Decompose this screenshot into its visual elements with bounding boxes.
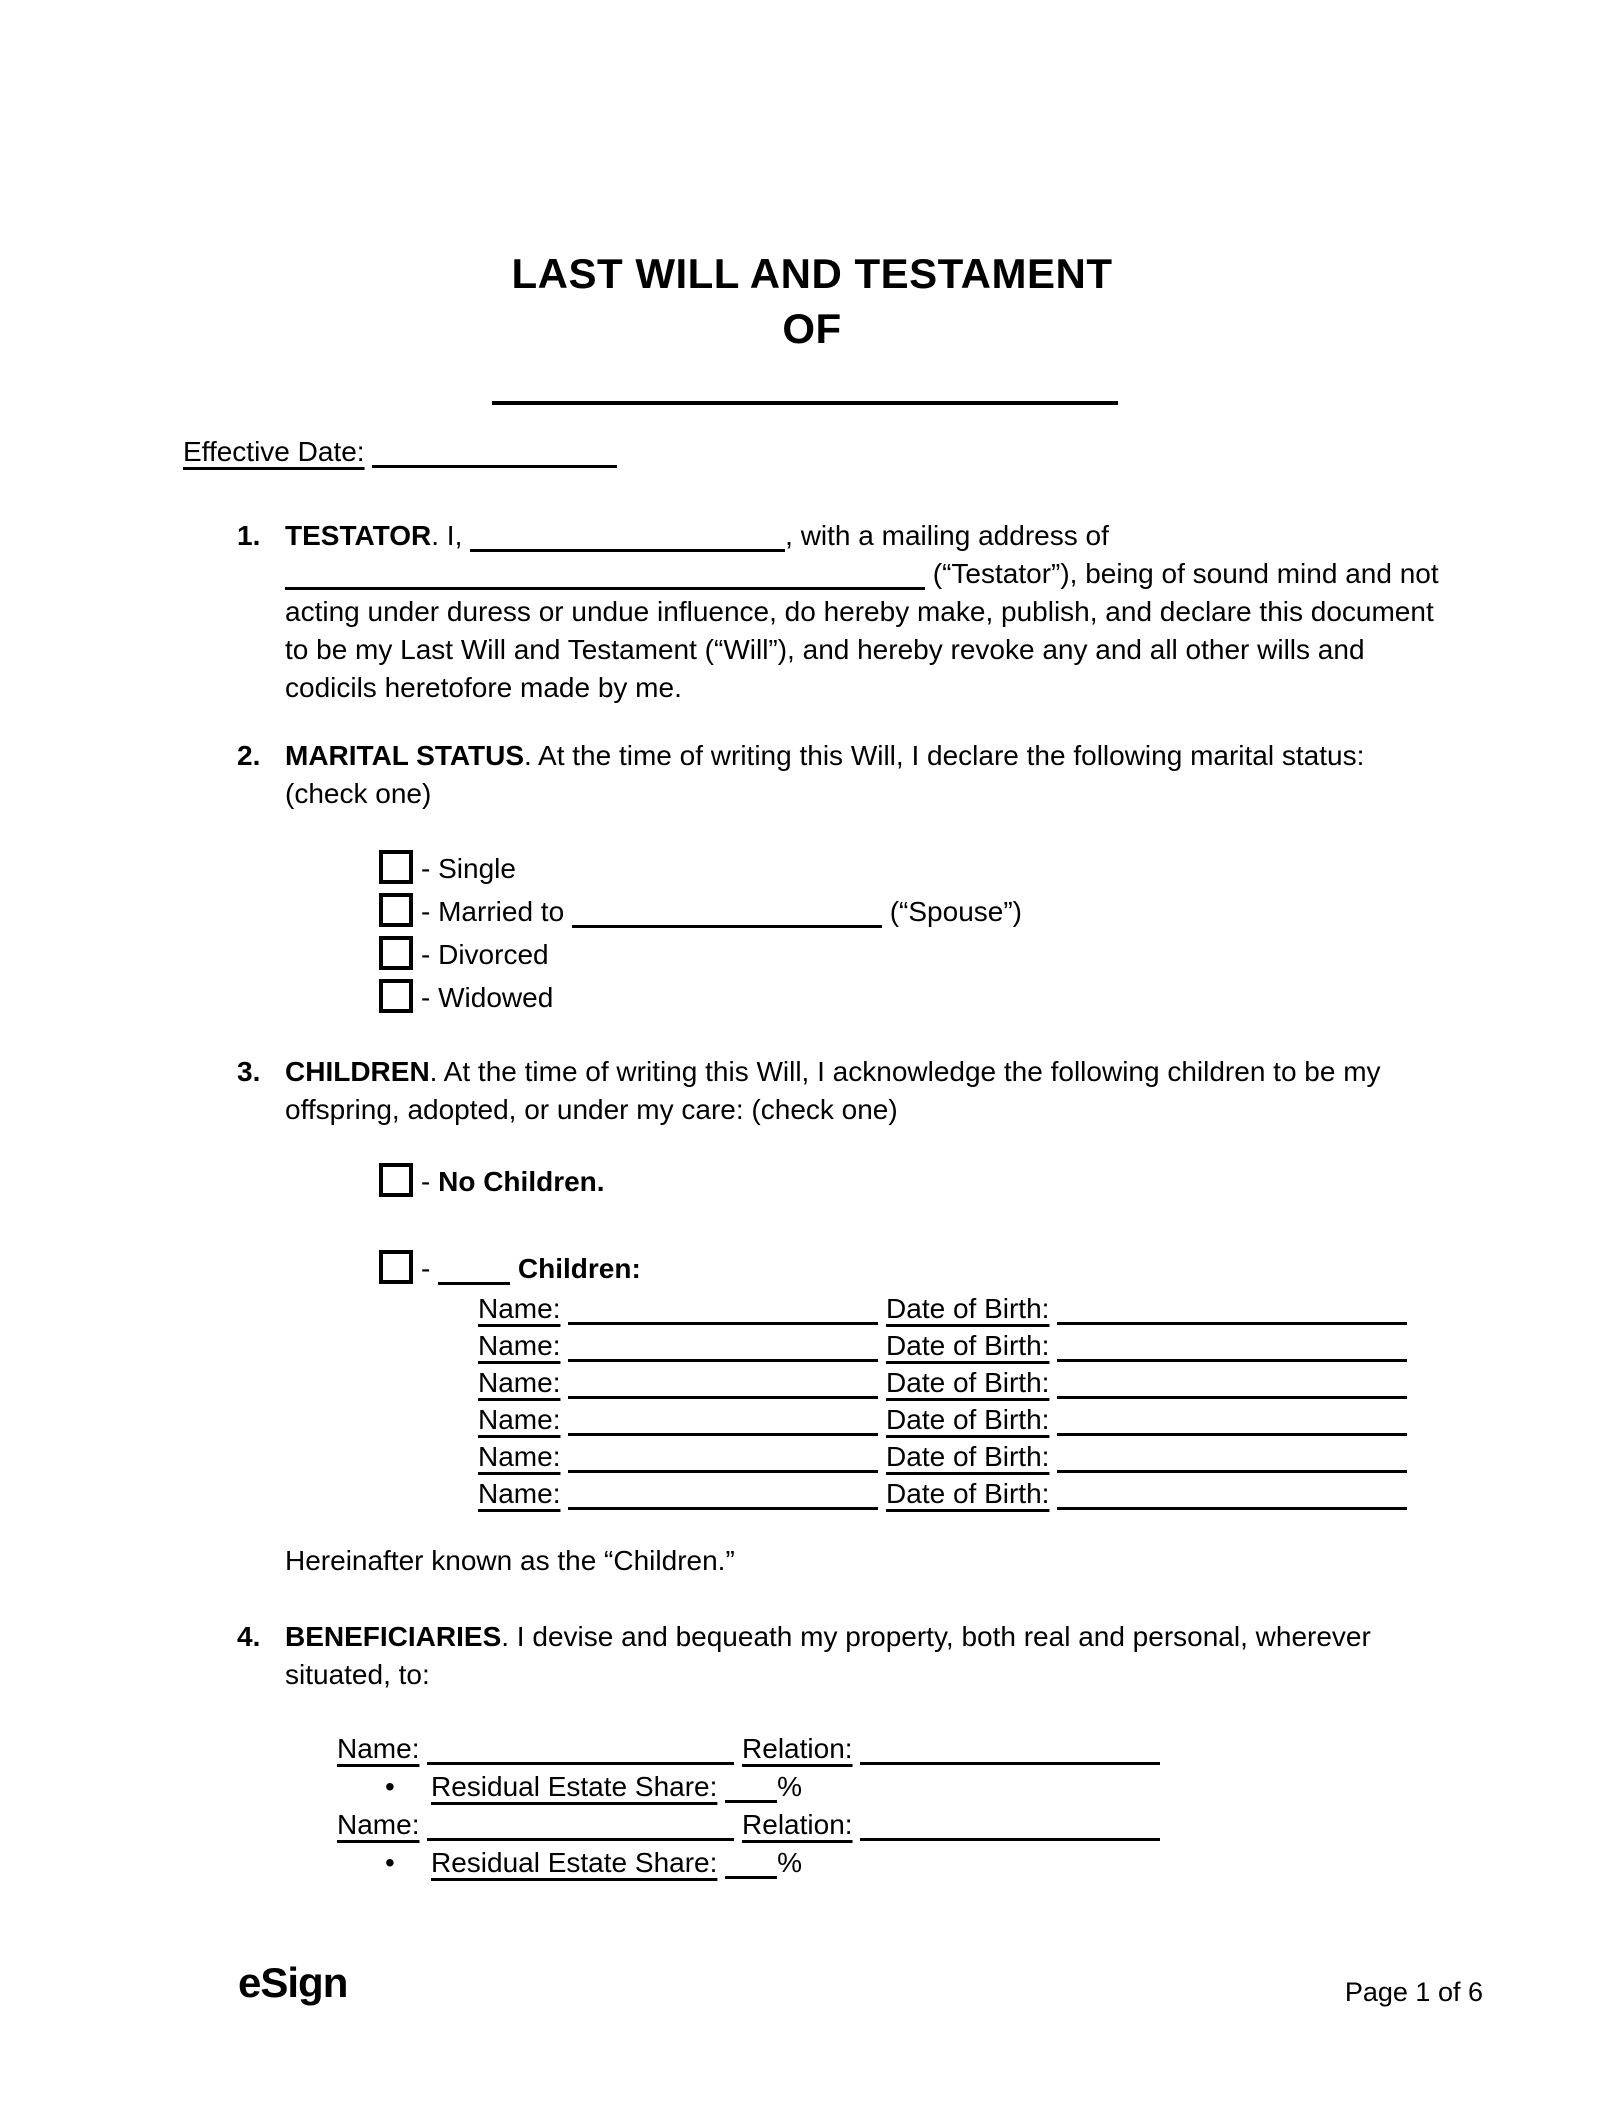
child-dob-blank[interactable] bbox=[1057, 1483, 1407, 1510]
effective-date-blank[interactable] bbox=[372, 441, 617, 468]
children-table bbox=[478, 1290, 1407, 1512]
marital-option-divorced bbox=[379, 933, 1022, 976]
child-dob-blank[interactable] bbox=[1057, 1409, 1407, 1436]
child-name-blank[interactable] bbox=[568, 1298, 878, 1325]
child-dob-label: Date of Birth: bbox=[886, 1330, 1050, 1361]
testator-title-name-blank[interactable] bbox=[492, 401, 1118, 405]
section-children-text bbox=[285, 1053, 1442, 1129]
section-testator-heading: TESTATOR bbox=[285, 520, 432, 551]
beneficiary-name-row bbox=[337, 1806, 1160, 1844]
child-row bbox=[478, 1475, 1407, 1512]
child-dob-label: Date of Birth: bbox=[886, 1404, 1050, 1435]
section-marital-heading: MARITAL STATUS bbox=[285, 740, 525, 771]
testator-mid-text: , with a mailing address of bbox=[785, 520, 1109, 551]
effective-date-label: Effective Date: bbox=[183, 436, 365, 467]
child-name-blank[interactable] bbox=[568, 1372, 878, 1399]
percent-sign: % bbox=[777, 1847, 803, 1878]
children-count-checkbox[interactable] bbox=[379, 1250, 413, 1284]
residual-share-blank[interactable] bbox=[725, 1776, 777, 1803]
beneficiary-name-blank[interactable] bbox=[427, 1814, 734, 1841]
children-count-option bbox=[379, 1247, 641, 1290]
testator-tail-text: (“Testator”), being of sound mind and not acting under duress or undue influence, do hereby make, publish, and declare this document to be my Last Will and Testament (“Will”), and hereby revoke any and all other wills and codicils heretofore made by me. bbox=[285, 558, 1439, 703]
divorced-label: - Divorced bbox=[421, 939, 549, 970]
residual-share-blank[interactable] bbox=[725, 1852, 777, 1879]
section-marital-status bbox=[237, 737, 1442, 813]
bullet-icon: • bbox=[385, 1771, 395, 1802]
beneficiary-relation-blank[interactable] bbox=[860, 1814, 1160, 1841]
children-count-label: Children: bbox=[517, 1253, 641, 1284]
bullet-icon: • bbox=[385, 1847, 395, 1878]
marital-option-widowed bbox=[379, 976, 1022, 1019]
section-marital-text bbox=[285, 737, 1442, 813]
section-testator-number: 1. bbox=[237, 520, 261, 551]
spouse-suffix-label: (“Spouse”) bbox=[889, 896, 1022, 927]
residual-share-label: Residual Estate Share: bbox=[431, 1771, 718, 1802]
child-row bbox=[478, 1290, 1407, 1327]
child-row bbox=[478, 1327, 1407, 1364]
child-name-blank[interactable] bbox=[568, 1483, 878, 1510]
marital-option-single bbox=[379, 847, 1022, 890]
section-testator bbox=[237, 517, 1442, 707]
child-name-label: Name: bbox=[478, 1404, 561, 1435]
section-beneficiaries-text bbox=[285, 1618, 1442, 1694]
document-title-line1: LAST WILL AND TESTAMENT bbox=[511, 250, 1113, 297]
children-footnote: Hereinafter known as the “Children.” bbox=[285, 1545, 735, 1576]
single-label: - Single bbox=[421, 853, 516, 884]
widowed-checkbox[interactable] bbox=[379, 979, 413, 1013]
child-name-label: Name: bbox=[478, 1367, 561, 1398]
section-beneficiaries-heading: BENEFICIARIES bbox=[285, 1621, 502, 1652]
effective-date-row bbox=[183, 433, 617, 471]
child-name-label: Name: bbox=[478, 1441, 561, 1472]
child-dob-label: Date of Birth: bbox=[886, 1478, 1050, 1509]
beneficiary-name-label: Name: bbox=[337, 1809, 420, 1840]
child-row bbox=[478, 1438, 1407, 1475]
percent-sign: % bbox=[777, 1771, 803, 1802]
child-name-label: Name: bbox=[478, 1330, 561, 1361]
child-row bbox=[478, 1401, 1407, 1438]
child-name-blank[interactable] bbox=[568, 1446, 878, 1473]
child-name-blank[interactable] bbox=[568, 1335, 878, 1362]
beneficiary-relation-label: Relation: bbox=[742, 1733, 853, 1764]
child-name-blank[interactable] bbox=[568, 1409, 878, 1436]
child-name-label: Name: bbox=[478, 1478, 561, 1509]
testator-name-blank[interactable] bbox=[470, 525, 785, 552]
no-children-option bbox=[379, 1160, 605, 1203]
child-dob-blank[interactable] bbox=[1057, 1335, 1407, 1362]
esign-logo: eSign bbox=[238, 1959, 348, 2006]
child-dob-blank[interactable] bbox=[1057, 1298, 1407, 1325]
children-body-text: . At the time of writing this Will, I acknowledge the following children to be my offspring, adopted, or under my care: (check one) bbox=[285, 1056, 1381, 1125]
section-children-number: 3. bbox=[237, 1056, 261, 1087]
beneficiaries-body-text: . I devise and bequeath my property, both real and personal, wherever situated, to: bbox=[285, 1621, 1371, 1690]
beneficiaries-list bbox=[337, 1730, 1160, 1882]
marital-body-text: . At the time of writing this Will, I declare the following marital status: (check one) bbox=[285, 740, 1365, 809]
section-testator-text bbox=[285, 517, 1442, 707]
divorced-checkbox[interactable] bbox=[379, 936, 413, 970]
single-checkbox[interactable] bbox=[379, 850, 413, 884]
child-row bbox=[478, 1364, 1407, 1401]
document-title bbox=[0, 246, 1624, 356]
no-children-checkbox[interactable] bbox=[379, 1163, 413, 1197]
beneficiary-relation-blank[interactable] bbox=[860, 1738, 1160, 1765]
beneficiary-residual-row bbox=[337, 1844, 1160, 1882]
child-dob-blank[interactable] bbox=[1057, 1446, 1407, 1473]
children-count-blank[interactable] bbox=[438, 1258, 510, 1285]
children-count-dash: - bbox=[421, 1253, 431, 1284]
no-children-dash: - bbox=[421, 1166, 431, 1197]
page-number: Page 1 of 6 bbox=[1344, 1977, 1483, 2007]
testator-address-blank[interactable] bbox=[285, 563, 925, 590]
beneficiary-relation-label: Relation: bbox=[742, 1809, 853, 1840]
residual-share-label: Residual Estate Share: bbox=[431, 1847, 718, 1878]
child-name-label: Name: bbox=[478, 1293, 561, 1324]
document-title-line2: OF bbox=[782, 305, 842, 352]
section-beneficiaries bbox=[237, 1618, 1442, 1694]
married-checkbox[interactable] bbox=[379, 893, 413, 927]
married-label: - Married to bbox=[421, 896, 565, 927]
child-dob-blank[interactable] bbox=[1057, 1372, 1407, 1399]
beneficiary-name-row bbox=[337, 1730, 1160, 1768]
section-children-heading: CHILDREN bbox=[285, 1056, 430, 1087]
beneficiary-residual-row bbox=[337, 1768, 1160, 1806]
child-dob-label: Date of Birth: bbox=[886, 1367, 1050, 1398]
child-dob-label: Date of Birth: bbox=[886, 1441, 1050, 1472]
no-children-label: No Children. bbox=[438, 1166, 605, 1197]
child-dob-label: Date of Birth: bbox=[886, 1293, 1050, 1324]
beneficiary-name-label: Name: bbox=[337, 1733, 420, 1764]
spouse-name-blank[interactable] bbox=[572, 901, 882, 928]
section-marital-number: 2. bbox=[237, 740, 261, 771]
marital-options-list bbox=[379, 847, 1022, 1019]
beneficiary-name-blank[interactable] bbox=[427, 1738, 734, 1765]
section-children bbox=[237, 1053, 1442, 1129]
testator-lead-text: . I, bbox=[431, 520, 463, 551]
widowed-label: - Widowed bbox=[421, 982, 554, 1013]
section-beneficiaries-number: 4. bbox=[237, 1621, 261, 1652]
marital-option-married bbox=[379, 890, 1022, 933]
